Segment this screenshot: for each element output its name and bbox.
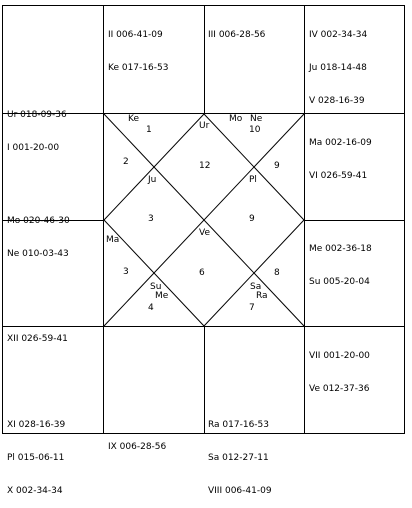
house-number-9-top: 9 — [274, 161, 280, 171]
cell-line: Ke 017-16-53 — [108, 63, 169, 73]
planet-ju: Ju — [148, 175, 157, 185]
cell-line: V 028-16-39 — [309, 96, 365, 106]
cell-bottom-2 — [108, 420, 166, 464]
cell-line: IV 002-34-34 — [309, 30, 368, 40]
cell-bottom-left — [7, 398, 65, 508]
cell-top-3 — [208, 8, 265, 52]
planet-ne: Ne — [250, 114, 263, 124]
cell-left-3 — [7, 312, 68, 356]
planet-mo: Mo — [229, 114, 243, 124]
house-number-3-top: 3 — [148, 214, 154, 224]
cell-line: II 006-41-09 — [108, 30, 163, 40]
cell-right-3 — [309, 222, 372, 299]
house-number-12: 12 — [199, 161, 211, 171]
cell-line: Me 002-36-18 — [309, 244, 372, 254]
cell-left-2 — [7, 194, 70, 271]
house-number-8: 8 — [274, 268, 280, 278]
planet-ve: Ve — [199, 228, 210, 238]
cell-line: Ma 002-16-09 — [309, 138, 372, 148]
cell-line: Mo 020-46-30 — [7, 216, 70, 226]
house-number-1: 1 — [146, 125, 152, 135]
cell-top-2 — [108, 8, 168, 85]
planet-ke: Ke — [128, 114, 139, 124]
cell-top-right — [309, 8, 367, 118]
cell-bottom-3 — [208, 398, 272, 508]
cell-line: XII 026-59-41 — [7, 334, 68, 344]
cell-line: IX 006-28-56 — [108, 442, 167, 452]
planet-ma: Ma — [106, 235, 120, 245]
cell-line: X 002-34-34 — [7, 486, 63, 496]
planet-su: Su — [150, 282, 162, 292]
house-number-7: 7 — [249, 303, 255, 313]
planet-pl: Pl — [249, 175, 257, 185]
house-number-9: 9 — [249, 214, 255, 224]
cell-line: Ra 017-16-53 — [208, 420, 270, 430]
cell-line: VIII 006-41-09 — [208, 486, 272, 496]
planet-me: Me — [155, 291, 169, 301]
planet-ur: Ur — [199, 121, 210, 131]
cell-line: Ne 010-03-43 — [7, 249, 69, 259]
house-number-10: 10 — [249, 125, 261, 135]
planet-ra: Ra — [256, 291, 268, 301]
cell-line: III 006-28-56 — [208, 30, 266, 40]
cell-line: Su 005-20-04 — [309, 277, 370, 287]
cell-line: Pl 015-06-11 — [7, 453, 65, 463]
house-number-6: 6 — [199, 268, 205, 278]
cell-line: I 001-20-00 — [7, 143, 60, 153]
cell-line: Ur 018-09-36 — [7, 110, 67, 120]
cell-bottom-right — [309, 329, 370, 406]
house-number-4: 4 — [148, 303, 154, 313]
cell-line: Ju 018-14-48 — [309, 63, 367, 73]
cell-line: Ve 012-37-36 — [309, 384, 370, 394]
house-number-2: 2 — [123, 157, 129, 167]
cell-right-2 — [309, 116, 372, 193]
house-number-3: 3 — [123, 267, 129, 277]
cell-line: VI 026-59-41 — [309, 171, 368, 181]
cell-line: Sa 012-27-11 — [208, 453, 269, 463]
cell-line: VII 001-20-00 — [309, 351, 370, 361]
planet-sa: Sa — [250, 282, 262, 292]
cell-line: XI 028-16-39 — [7, 420, 66, 430]
cell-top-left — [7, 88, 67, 165]
